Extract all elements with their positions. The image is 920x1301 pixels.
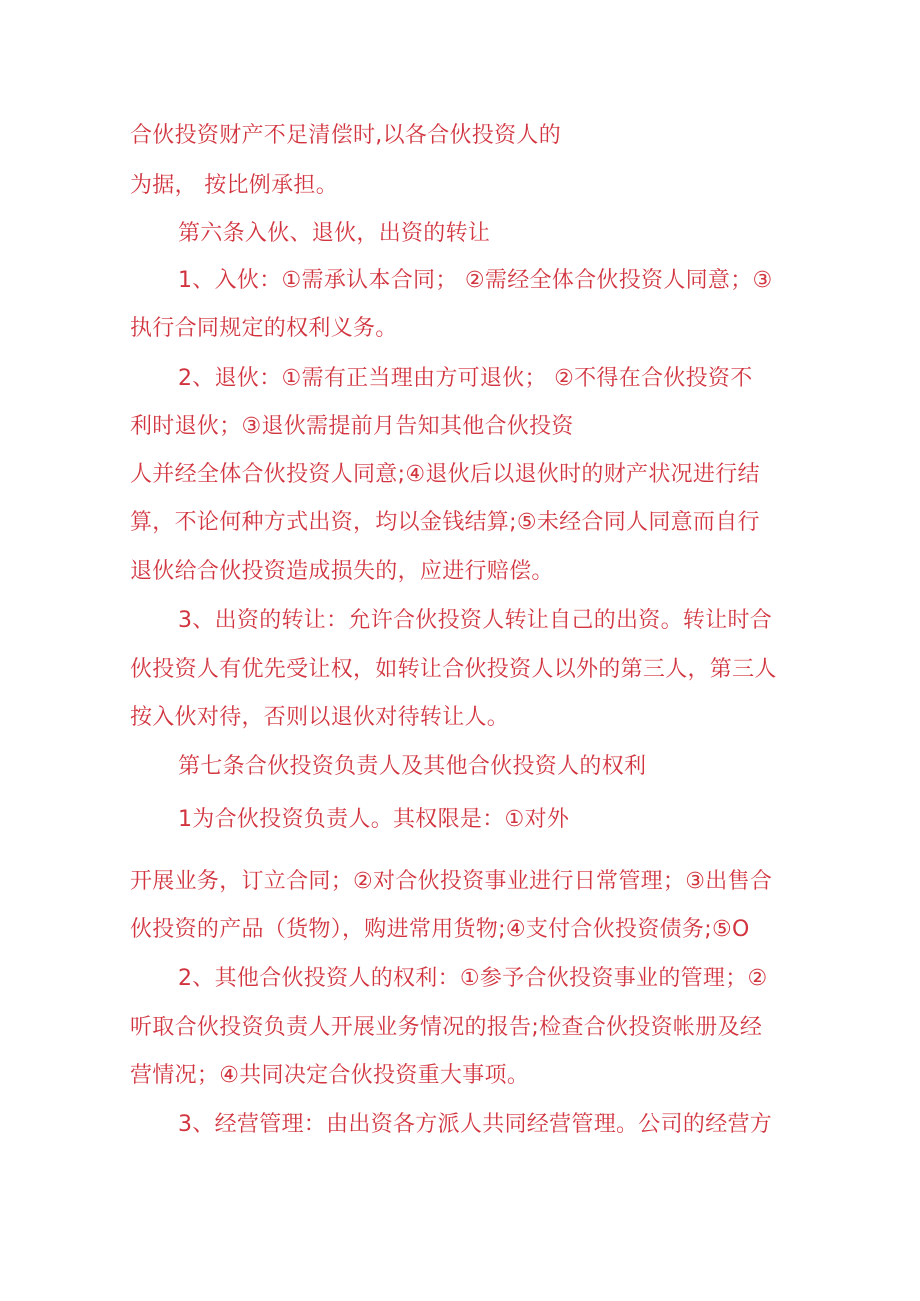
text-line: 利时退伙；③退伙需提前月告知其他合伙投资 bbox=[130, 414, 574, 439]
section-heading: 第六条入伙、退伙，出资的转让 bbox=[178, 221, 491, 246]
text-line: 3、出资的转让：允许合伙投资人转让自己的出资。转让时合 bbox=[178, 608, 773, 633]
text-line: 人并经全体合伙投资人同意;④退伙后以退伙时的财产状况进行结 bbox=[130, 462, 760, 487]
section-heading: 第七条合伙投资负责人及其他合伙投资人的权利 bbox=[178, 754, 647, 779]
text-line: 为据， 按比例承担。 bbox=[130, 173, 338, 198]
text-line: 1、入伙：①需承认本合同； ②需经全体合伙投资人同意；③ bbox=[178, 268, 773, 293]
text-line: 伙投资人有优先受让权，如转让合伙投资人以外的第三人，第三人 bbox=[130, 657, 777, 682]
text-line: 2、退伙：①需有正当理由方可退伙； ②不得在合伙投资不 bbox=[178, 366, 753, 391]
text-line: 1为合伙投资负责人。其权限是：①对外 bbox=[178, 807, 570, 832]
text-line: 退伙给合伙投资造成损失的，应进行赔偿。 bbox=[130, 559, 554, 584]
text-line: 3、经营管理：由出资各方派人共同经营管理。公司的经营方 bbox=[178, 1112, 773, 1137]
text-line: 算，不论何种方式出资，均以金钱结算;⑤未经合同人同意而自行 bbox=[130, 510, 760, 535]
text-line: 开展业务，订立合同；②对合伙投资事业进行日常管理；③出售合 bbox=[130, 869, 773, 894]
text-line: 营情况；④共同决定合伙投资重大事项。 bbox=[130, 1063, 530, 1088]
text-line: 按入伙对待，否则以退伙对待转让人。 bbox=[130, 705, 510, 730]
text-line: 执行合同规定的权利义务。 bbox=[130, 316, 398, 341]
text-line: 2、其他合伙投资人的权利：①参予合伙投资事业的管理；② bbox=[178, 966, 768, 991]
text-line: 听取合伙投资负责人开展业务情况的报告;检查合伙投资帐册及经 bbox=[130, 1015, 763, 1040]
text-line: 合伙投资财产不足清偿时,以各合伙投资人的 bbox=[130, 123, 561, 148]
text-line: 伙投资的产品（货物），购进常用货物;④支付合伙投资债务;⑤O bbox=[130, 917, 750, 942]
